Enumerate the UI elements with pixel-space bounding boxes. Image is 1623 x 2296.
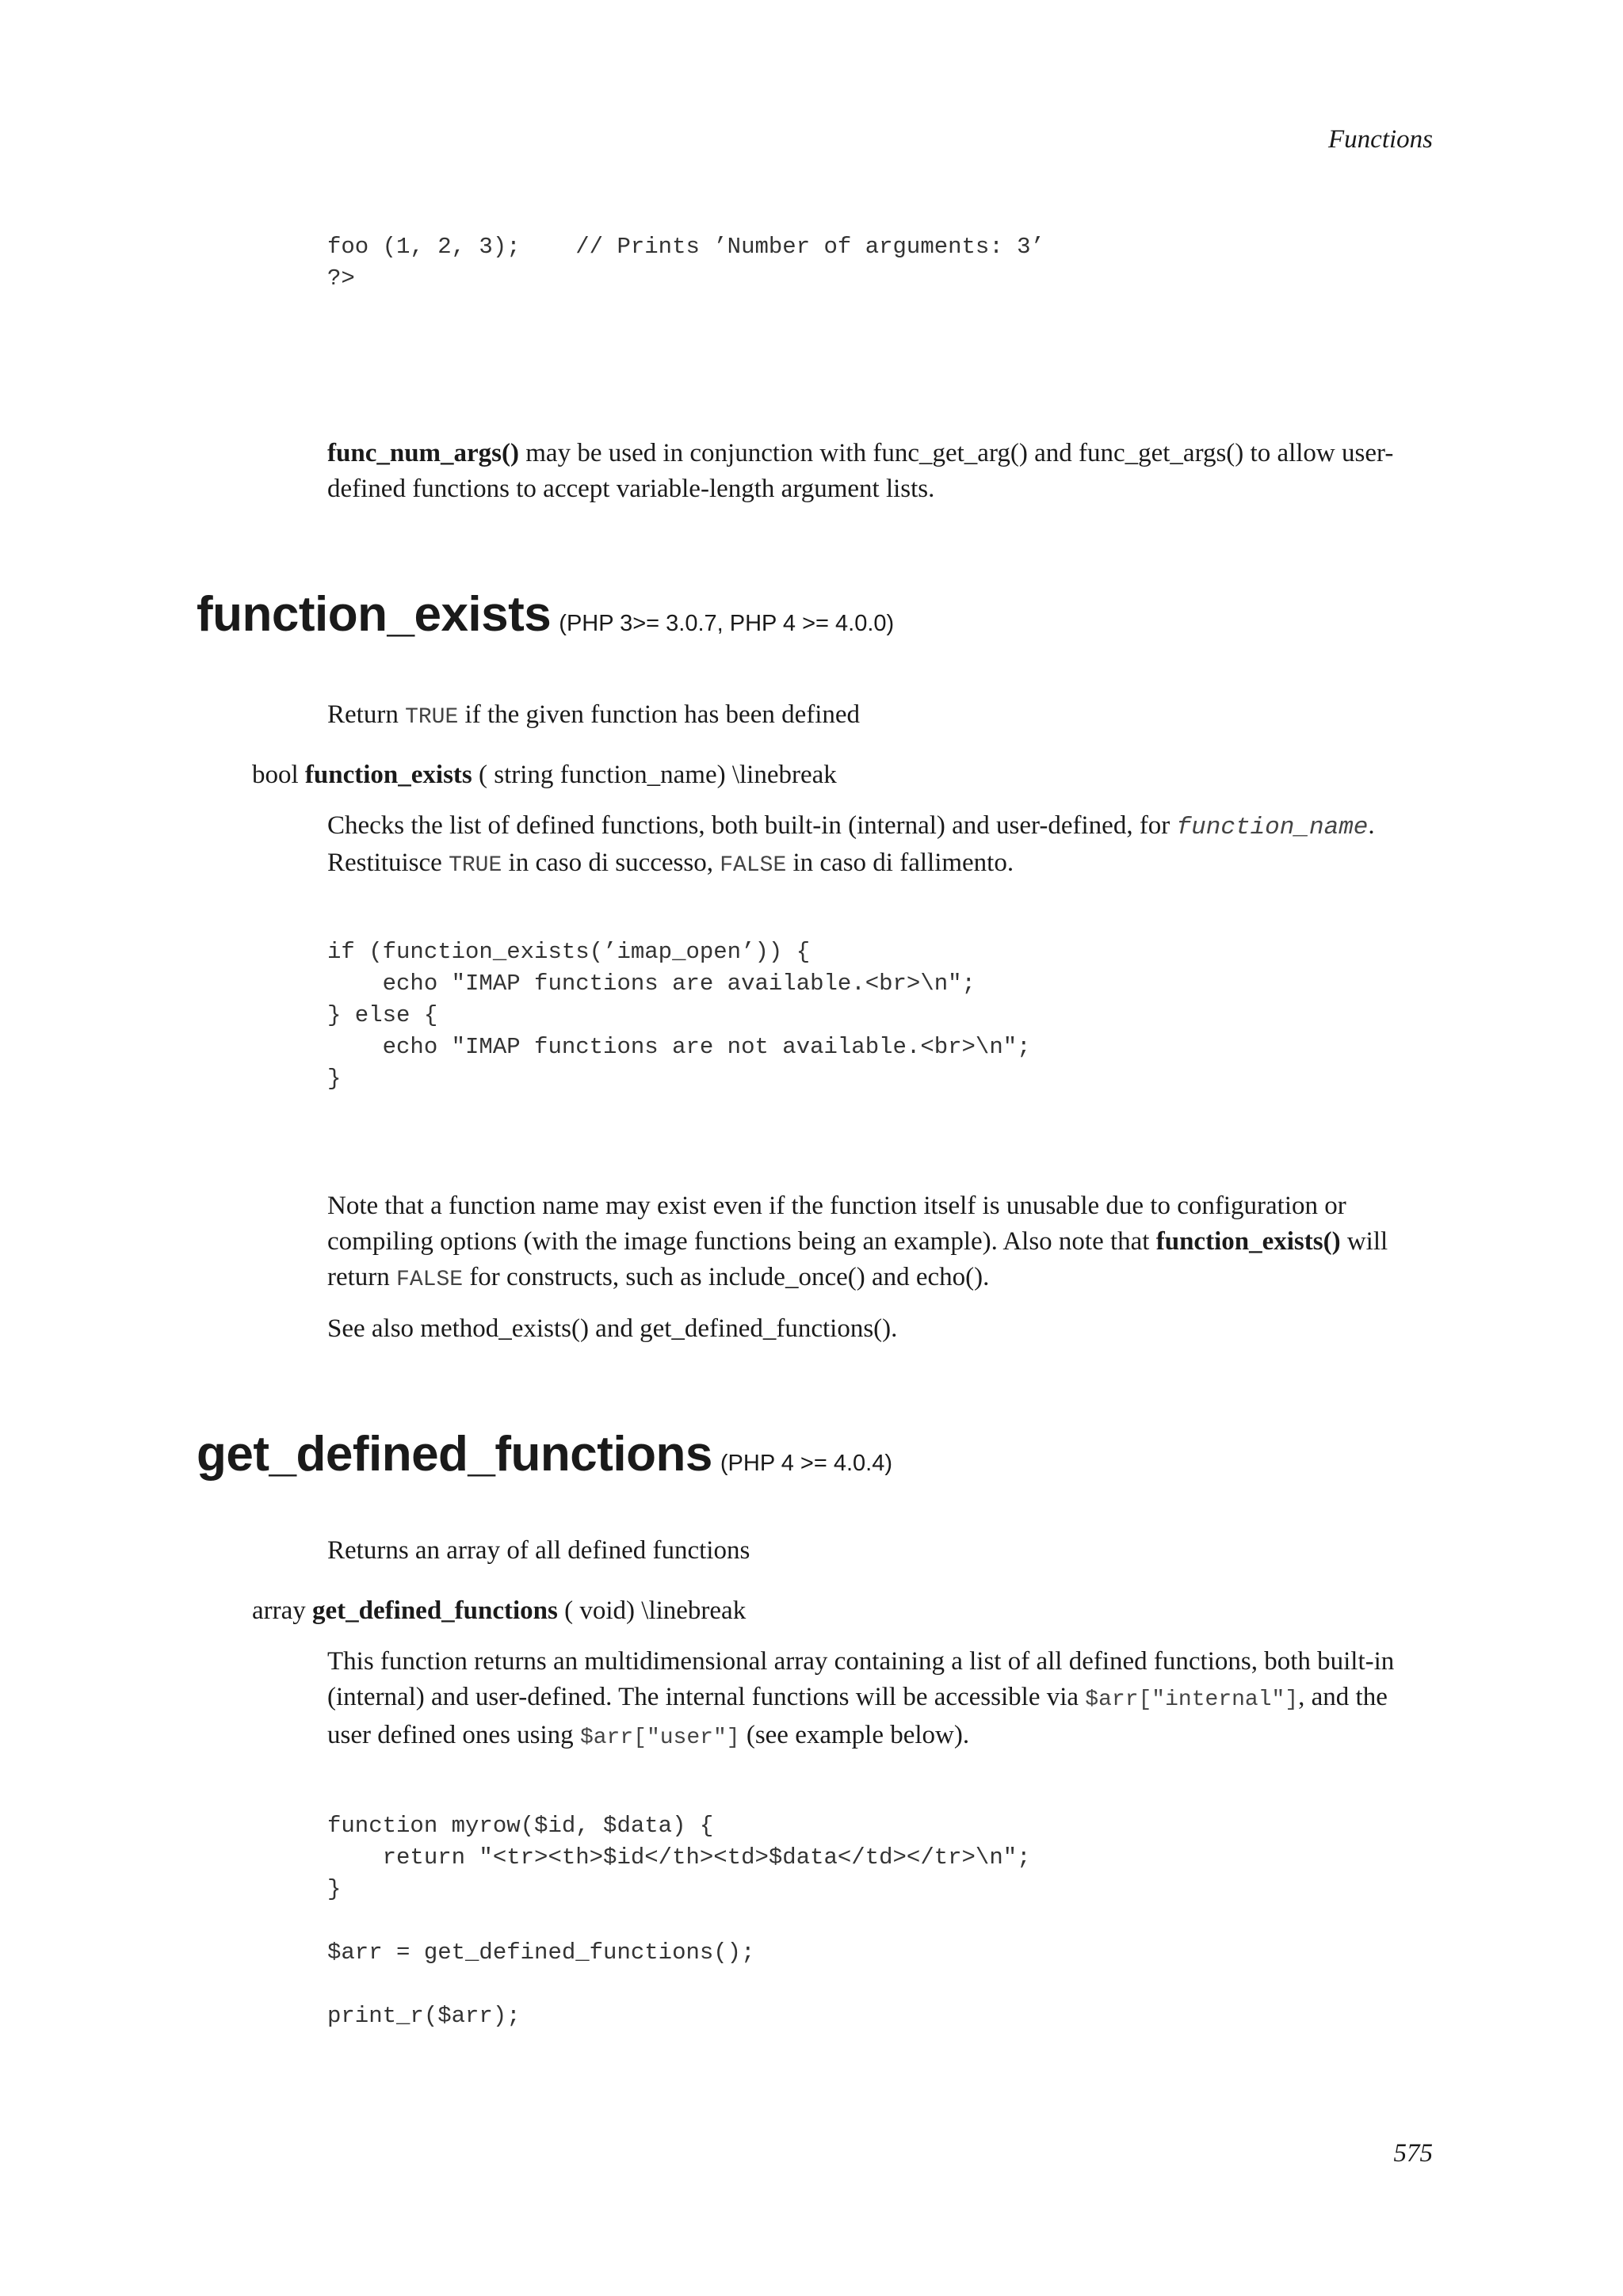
purpose-text-end: if the given function has been defined (458, 700, 861, 729)
function-exists-see-also: See also method_exists() and get_defined_functions(). (327, 1314, 898, 1343)
function-exists-synopsis (252, 761, 837, 790)
function-exists-description (327, 808, 1437, 883)
page-number: 575 (1393, 2139, 1433, 2168)
paragraph-text: may be used in conjunction with func_get_arg() and func_get_args() to allow user-defined functions to accept variable-length argument lists. (327, 439, 1394, 503)
description-text-2: . Restituisce (327, 811, 1375, 877)
synopsis-args: ( void) \linebreak (557, 1596, 747, 1625)
function-exists-purpose (327, 697, 1437, 735)
note-text-2: will return (327, 1227, 1388, 1291)
description-text-4: in caso di fallimento. (786, 849, 1014, 877)
code-example-get-defined-functions: function myrow($id, $data) { return "<tr><th>$id</th><td>$data</td></tr>\n"; } $arr = get_defined_functions(); print_r($arr); (327, 1813, 1031, 2029)
return-type: bool (252, 761, 305, 789)
user-array-key: $arr["user"] (579, 1726, 740, 1750)
note-text-3: for constructs, such as include_once() and echo(). (463, 1263, 990, 1291)
get-defined-functions-heading (197, 1426, 892, 1482)
description-text-2: , and the user defined ones using (327, 1683, 1388, 1749)
function-exists-heading (197, 586, 894, 643)
return-type: array (252, 1596, 313, 1625)
get-defined-functions-purpose: Returns an array of all defined functions (327, 1536, 750, 1565)
description-text: Checks the list of defined functions, both built-in (internal) and user-defined, for (327, 811, 1177, 840)
true-constant: TRUE (405, 705, 459, 730)
description-text-3: in caso di successo, (502, 849, 720, 877)
note-text: Note that a function name may exist even if the function itself is unusable due to configuration or compiling options (with the image functions being an example). Also note that (327, 1192, 1346, 1256)
false-constant: FALSE (720, 853, 787, 878)
function-name-bold: func_num_args() (327, 439, 520, 467)
false-constant: FALSE (396, 1268, 464, 1292)
internal-array-key: $arr["internal"] (1085, 1688, 1299, 1712)
function-exists-title: function_exists (197, 587, 552, 642)
description-text: This function returns an multidimensional array containing a list of all defined functions, both built-in (internal) and user-defined. The internal functions will be accessible via (327, 1647, 1395, 1711)
note-function-name: function_exists() (1155, 1227, 1341, 1256)
running-header: Functions (1328, 125, 1433, 154)
paragraph-func-num-args (327, 436, 1437, 507)
purpose-text: Return (327, 700, 406, 729)
code-example-foo: foo (1, 2, 3); // Prints ’Number of arguments: 3’ ?> (327, 234, 1044, 292)
parameter-name: function_name (1176, 814, 1369, 841)
function-exists-note (327, 1188, 1437, 1298)
function-exists-version: (PHP 3>= 3.0.7, PHP 4 >= 4.0.0) (559, 611, 895, 636)
synopsis-function-name: get_defined_functions (312, 1596, 558, 1625)
true-constant: TRUE (449, 853, 502, 878)
get-defined-functions-description (327, 1644, 1437, 1756)
get-defined-functions-title: get_defined_functions (197, 1427, 712, 1482)
get-defined-functions-version: (PHP 4 >= 4.0.4) (720, 1451, 892, 1476)
synopsis-function-name: function_exists (304, 761, 472, 789)
code-example-function-exists: if (function_exists(’imap_open’)) { echo "IMAP functions are available.<br>\n"; } else { echo "IMAP functions are not available.<br>\n"; } (327, 939, 1031, 1092)
get-defined-functions-synopsis (252, 1596, 746, 1626)
synopsis-args: ( string function_name) \linebreak (472, 761, 837, 789)
description-text-3: (see example below). (739, 1721, 970, 1749)
